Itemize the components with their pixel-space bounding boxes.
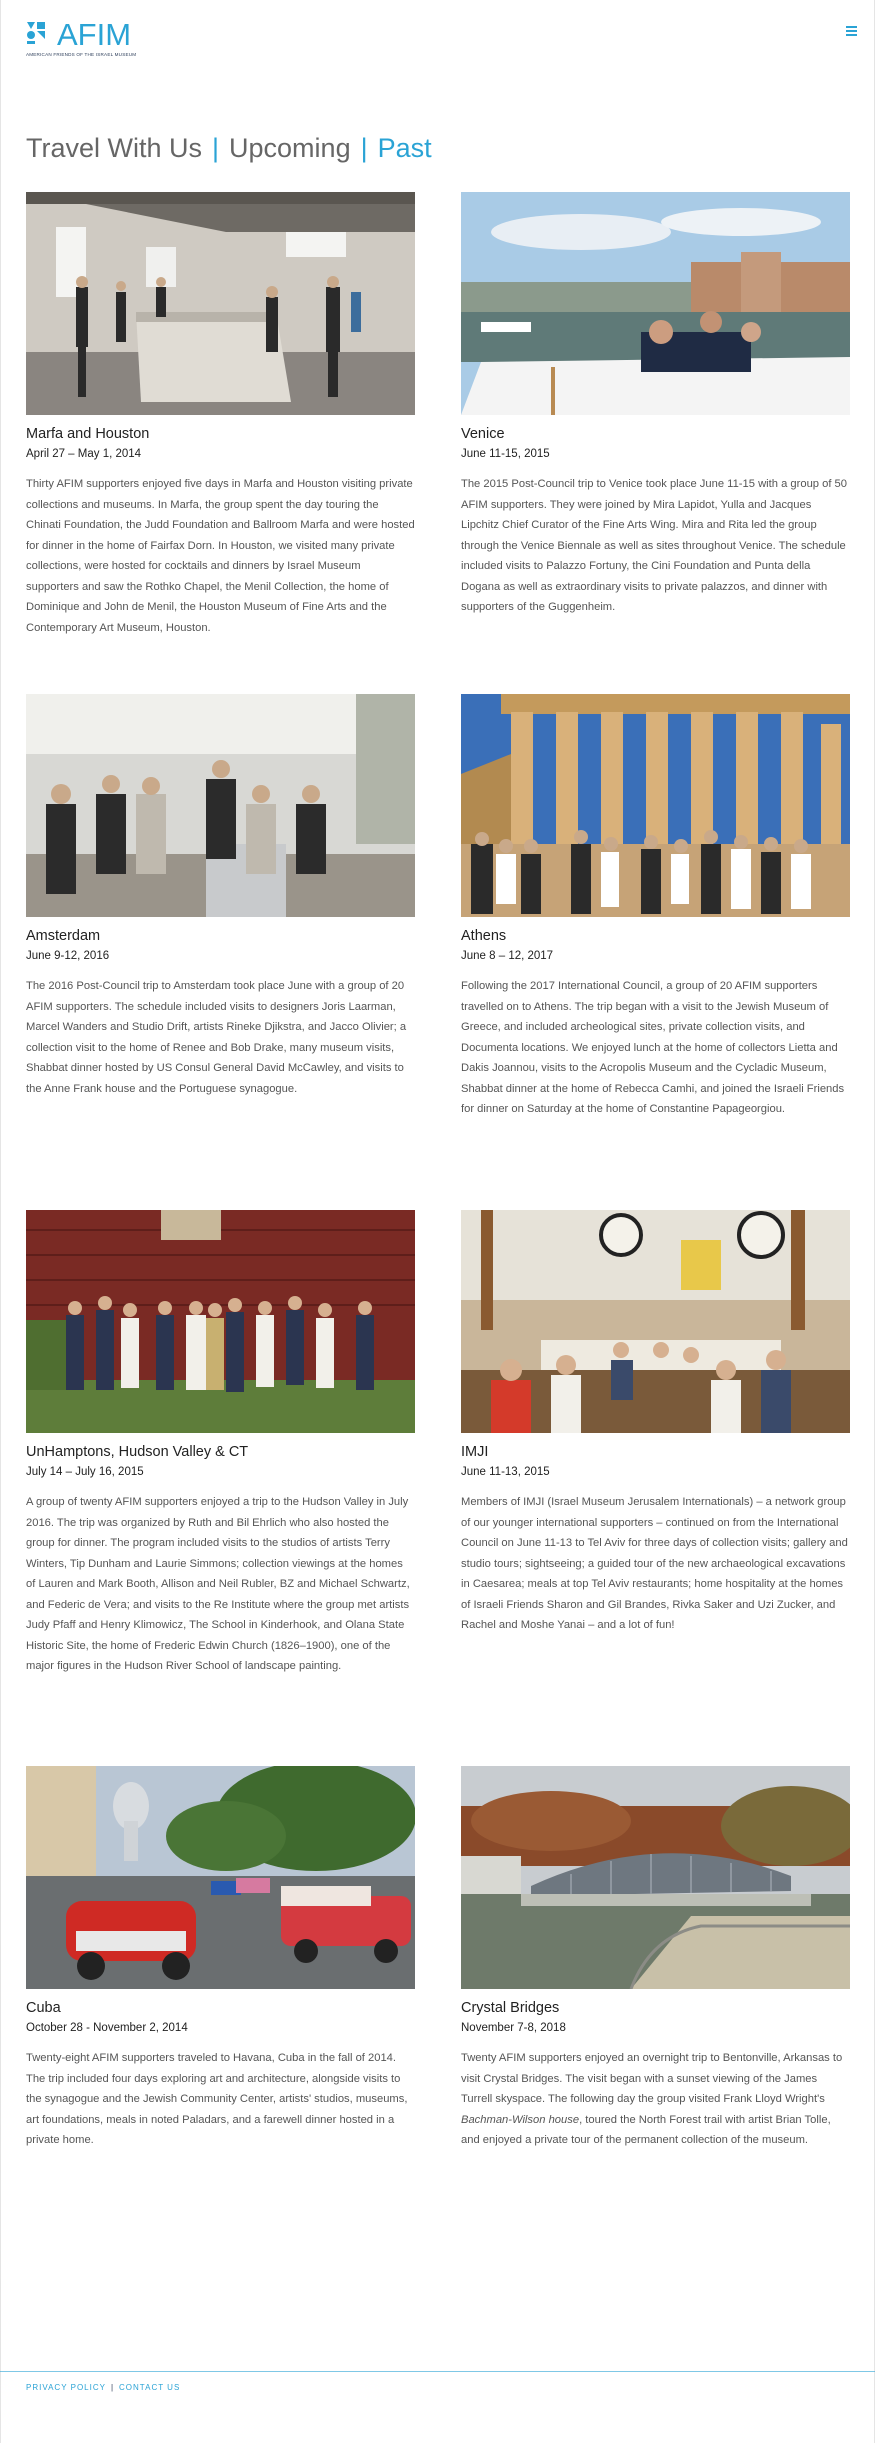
trip-description: Thirty AFIM supporters enjoyed five days in Marfa and Houston visiting private collections and museums. In Marfa, the group spent the day touring the Chinati Foundation, the Judd Foundation and Ballroom Marfa and were hosted for dinner in the home of Fairfax Dorn. In Houston, we visited many private collections, were hosted for cocktails and dinners by Israel Museum supporters and saw the Rothko Chapel, the Menil Collection, the home of Dominique and John de Menil, the Houston Museum of Fine Arts and the Contemporary Art Museum, Houston. (26, 478, 415, 634)
footer-links (26, 2383, 180, 2392)
breadcrumb-upcoming[interactable]: Upcoming (229, 133, 351, 163)
footer-divider (0, 2371, 875, 2372)
logo-subtitle: AMERICAN FRIENDS OF THE ISRAEL MUSEUM (26, 52, 137, 57)
trip-title[interactable]: Amsterdam (26, 928, 101, 944)
afim-logo[interactable] (26, 17, 148, 60)
trip-date: October 28 - November 2, 2014 (26, 2022, 188, 2034)
trip-photo-venice (461, 192, 850, 415)
menu-hamburger-icon[interactable] (846, 26, 857, 36)
trip-photo-athens (461, 694, 850, 917)
trip-description: The 2015 Post-Council trip to Venice took place June 11-15 with a group of 50 AFIM supporters. They were joined by Mira Lapidot, Yulla and Jacques Lipchitz Chief Curator of the Fine Arts Wing. Mira and Rita led the group through the Venice Biennale as well as sites throughout Venice. The schedule included visits to Palazzo Fortuny, the Cini Foundation and Punta della Dogana as well as extraordinary visits to private palazzos, and dinner with supporters of the Guggenheim. (461, 478, 847, 613)
trip-card-amsterdam (26, 694, 415, 1099)
trip-title[interactable]: IMJI (461, 1444, 489, 1460)
trip-description: Members of IMJI (Israel Museum Jerusalem Internationals) – a network group of our younger international supporters – continued on from the International Council on June 11-13 to Tel Aviv for three days of collection visits; gallery and studio tours; sightseeing; a guided tour of the new archaeological excavations in Caesarea; meals at top Tel Aviv restaurants; home hospitality at the homes of Israeli Friends Sharon and Gil Brandes, Rivka Saker and Uzi Zucker, and Rachel and Moshe Yanai – and a lot of fun! (461, 1496, 848, 1631)
trip-date: June 9-12, 2016 (26, 950, 110, 962)
trip-date: November 7-8, 2018 (461, 2022, 566, 2034)
trip-date: June 11-15, 2015 (461, 448, 550, 460)
trip-photo-imji (461, 1210, 850, 1433)
trip-title[interactable]: Crystal Bridges (461, 2000, 560, 2016)
trip-title[interactable]: Venice (461, 426, 505, 442)
trip-title[interactable]: Marfa and Houston (26, 426, 150, 442)
trip-description: A group of twenty AFIM supporters enjoyed a trip to the Hudson Valley in July 2016. The trip was organized by Ruth and Bil Ehrlich who also hosted the group for dinner. The program included visits to the studios of artists Terry Winters, Tip Dunham and Laurie Simmons; collection viewings at the homes of Lauren and Mark Booth, Allison and Neil Rubler, BZ and Michael Schwartz, and Federic de Vera; and visits to the Re Institute where the group met artists Judy Pfaff and Henry Klimowicz, The School in Kinderhook, and Olana State Historic Site, the home of Frederic Edwin Church (1826–1900), one of the major figures in the Hudson River School of landscape painting. (26, 1496, 410, 1672)
trip-card-unhamptons (26, 1210, 415, 1677)
privacy-policy-link[interactable]: PRIVACY POLICY (26, 2383, 106, 2392)
trip-date: April 27 – May 1, 2014 (26, 448, 142, 460)
trip-card-crystal-bridges (461, 1766, 850, 2151)
trip-card-imji (461, 1210, 850, 1636)
trip-photo-marfa (26, 192, 415, 415)
trip-date: June 8 – 12, 2017 (461, 950, 554, 962)
trip-photo-amsterdam (26, 694, 415, 917)
breadcrumb-travel-with-us[interactable]: Travel With Us (26, 133, 203, 163)
logo-mark-icon (26, 20, 56, 50)
trip-description: Following the 2017 International Council, a group of 20 AFIM supporters travelled on to Athens. The trip began with a visit to the Jewish Museum of Greece, and included archeological sites, private collection visits, and Documenta locations. We enjoyed lunch at the home of collectors Lietta and Dakis Joannou, visits to the Acropolis Museum and the Cycladic Museum, Shabbat dinner at the home of Rebecca Camhi, and joined the Israeli Friends for dinner on Saturday at the home of Constantine Papageorgiou. (461, 980, 845, 1115)
trip-photo-crystal-bridges (461, 1766, 850, 1989)
trip-photo-cuba (26, 1766, 415, 1989)
trip-description (461, 2048, 850, 2151)
trip-card-marfa (26, 192, 415, 638)
trip-card-cuba (26, 1766, 415, 2151)
trip-title[interactable]: Athens (461, 928, 507, 944)
trip-title[interactable]: Cuba (26, 2000, 61, 2016)
trip-title[interactable]: UnHamptons, Hudson Valley & CT (26, 1444, 249, 1460)
contact-us-link[interactable]: CONTACT US (119, 2383, 181, 2392)
trip-photo-unhamptons (26, 1210, 415, 1433)
breadcrumb-separator: | (212, 133, 220, 163)
page-frame-left (0, 0, 1, 2443)
footer-separator: | (110, 2383, 115, 2392)
trip-description-italic: Bachman-Wilson house (461, 2113, 580, 2126)
breadcrumb-separator: | (360, 133, 368, 163)
breadcrumb (26, 133, 432, 164)
trip-date: July 14 – July 16, 2015 (26, 1466, 144, 1478)
trip-card-athens (461, 694, 850, 1120)
trip-date: June 11-13, 2015 (461, 1466, 550, 1478)
breadcrumb-past[interactable]: Past (377, 133, 432, 163)
trip-description-part: Twenty AFIM supporters enjoyed an overnight trip to Bentonville, Arkansas to visit Crystal Bridges. The visit began with a sunset viewing of the James Turrell skyspace. The following day the group visited Frank Lloyd Wright's (461, 2052, 843, 2105)
trip-description-part: , toured the North Forest trail with artist Brian Tolle, and enjoyed a private tour of the permanent collection of the museum. (461, 2113, 831, 2146)
logo-wordmark: AFIM (57, 17, 132, 52)
trip-description: The 2016 Post-Council trip to Amsterdam took place June with a group of 20 AFIM supporters. The schedule included visits to designers Joris Laarman, Marcel Wanders and Studio Drift, artists Rineke Djikstra, and Jacco Olivier; a collection visit to the home of Renee and Bob Drake, many museum visits, Shabbat dinner hosted by US Consul General David McCawley, and visits to the Anne Frank house and the Portuguese synagogue. (26, 980, 407, 1095)
trip-card-venice (461, 192, 850, 618)
trip-description: Twenty-eight AFIM supporters traveled to Havana, Cuba in the fall of 2014. The trip included four days exploring art and architecture, alongside visits to the synagogue and the Jewish Community Center, artists' studios, museums, art foundations, meals in noted Paladars, and a farewell dinner hosted in a private home. (26, 2052, 408, 2146)
